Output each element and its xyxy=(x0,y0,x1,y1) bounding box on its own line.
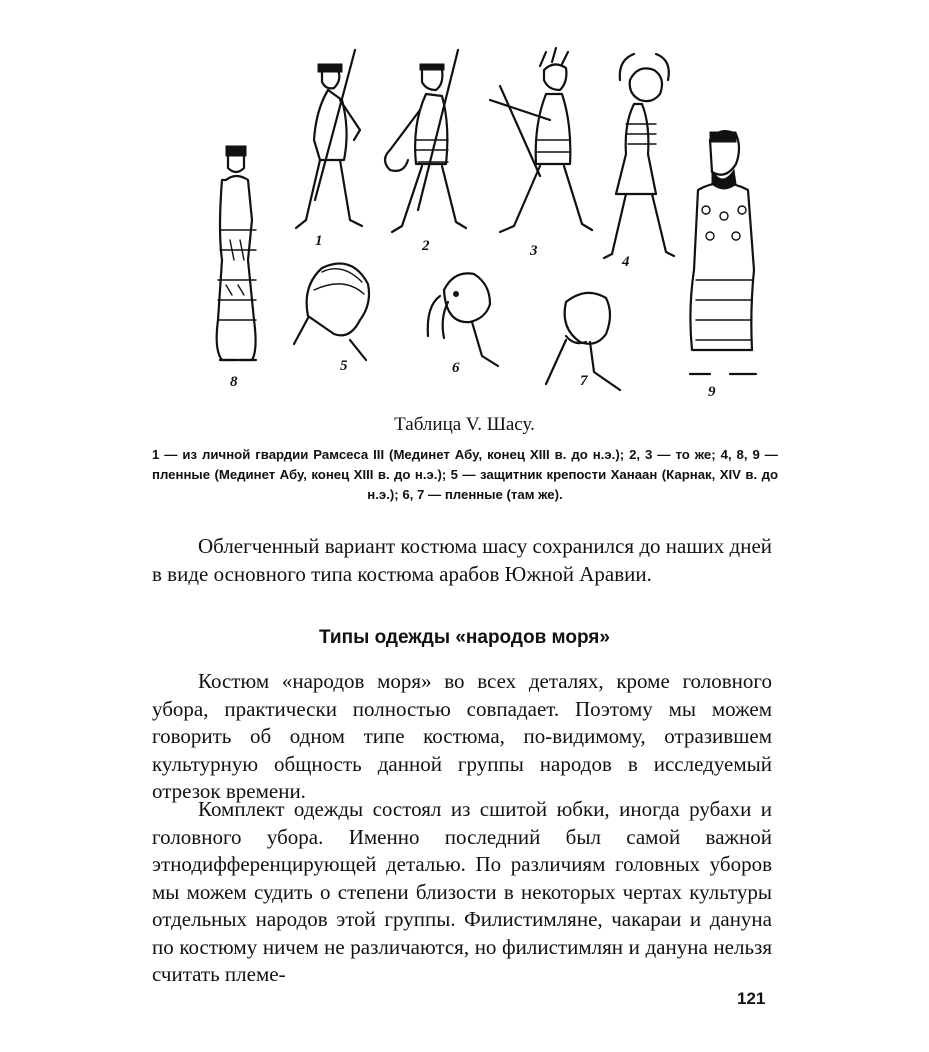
figure-label-6: 6 xyxy=(452,360,460,376)
figure-label-2: 2 xyxy=(422,238,430,254)
figure-label-5: 5 xyxy=(340,358,348,374)
figure-9-bearded-captive xyxy=(690,131,756,400)
figure-label-3: 3 xyxy=(530,243,538,259)
plate-caption: 1 — из личной гвардии Рамсеса III (Мединет Абу, конец XIII в. до н.э.); 2, 3 — то же; 4, 8, 9 — пленные (Мединет Абу, конец XIII в. до н.э.); 5 — защитник крепости Ханаан (Карнак, XIV в. до н.э.); 6, 7 — пленные (там же). xyxy=(152,447,778,502)
figure-4-captive xyxy=(604,54,674,270)
figure-6-head xyxy=(428,273,498,376)
plate-drawing xyxy=(190,40,770,400)
figure-label-7: 7 xyxy=(580,373,588,389)
paragraph-1 xyxy=(152,533,772,588)
figure-5-head xyxy=(294,264,369,374)
figure-label-1: 1 xyxy=(315,233,323,249)
paragraph-2 xyxy=(152,668,772,806)
figure-1-guard xyxy=(296,50,362,249)
figure-label-4: 4 xyxy=(622,254,630,270)
paragraph-3-text: Комплект одежды состоял из сшитой юбки, иногда рубахи и головного убора. Именно последний был самой важной этнодифференцирующей деталью. По различиям головных уборов мы можем судить о степени близости в некоторых чертах культуры отдельных народов этой группы. Филистимляне, чакараи и дануна по костюму ничем не различаются, но филистимлян и дануна нельзя считать племе- xyxy=(152,797,772,986)
figure-8-robed-captive xyxy=(217,146,256,360)
figure-2-guard xyxy=(385,50,466,254)
paragraph-1-text: Облегченный вариант костюма шасу сохранился до наших дней в виде основного типа костюма арабов Южной Аравии. xyxy=(152,534,772,586)
plate-title: Таблица V. Шасу. xyxy=(394,414,535,435)
figure-label-8: 8 xyxy=(230,374,238,390)
paragraph-3 xyxy=(152,796,772,989)
figure-7-head xyxy=(546,293,620,390)
page-number: 121 xyxy=(737,989,766,1008)
costume-plate-illustration xyxy=(190,40,770,400)
figure-3-guard xyxy=(490,48,592,259)
section-heading: Типы одежды «народов моря» xyxy=(319,627,610,648)
paragraph-2-text: Костюм «народов моря» во всех деталях, кроме головного убора, практически полностью совпадает. Поэтому мы можем говорить об одном типе костюма, по-видимому, отразившем культурную общность данной группы народов в исследуемый отрезок времени. xyxy=(152,669,772,803)
figure-label-9: 9 xyxy=(708,384,716,400)
